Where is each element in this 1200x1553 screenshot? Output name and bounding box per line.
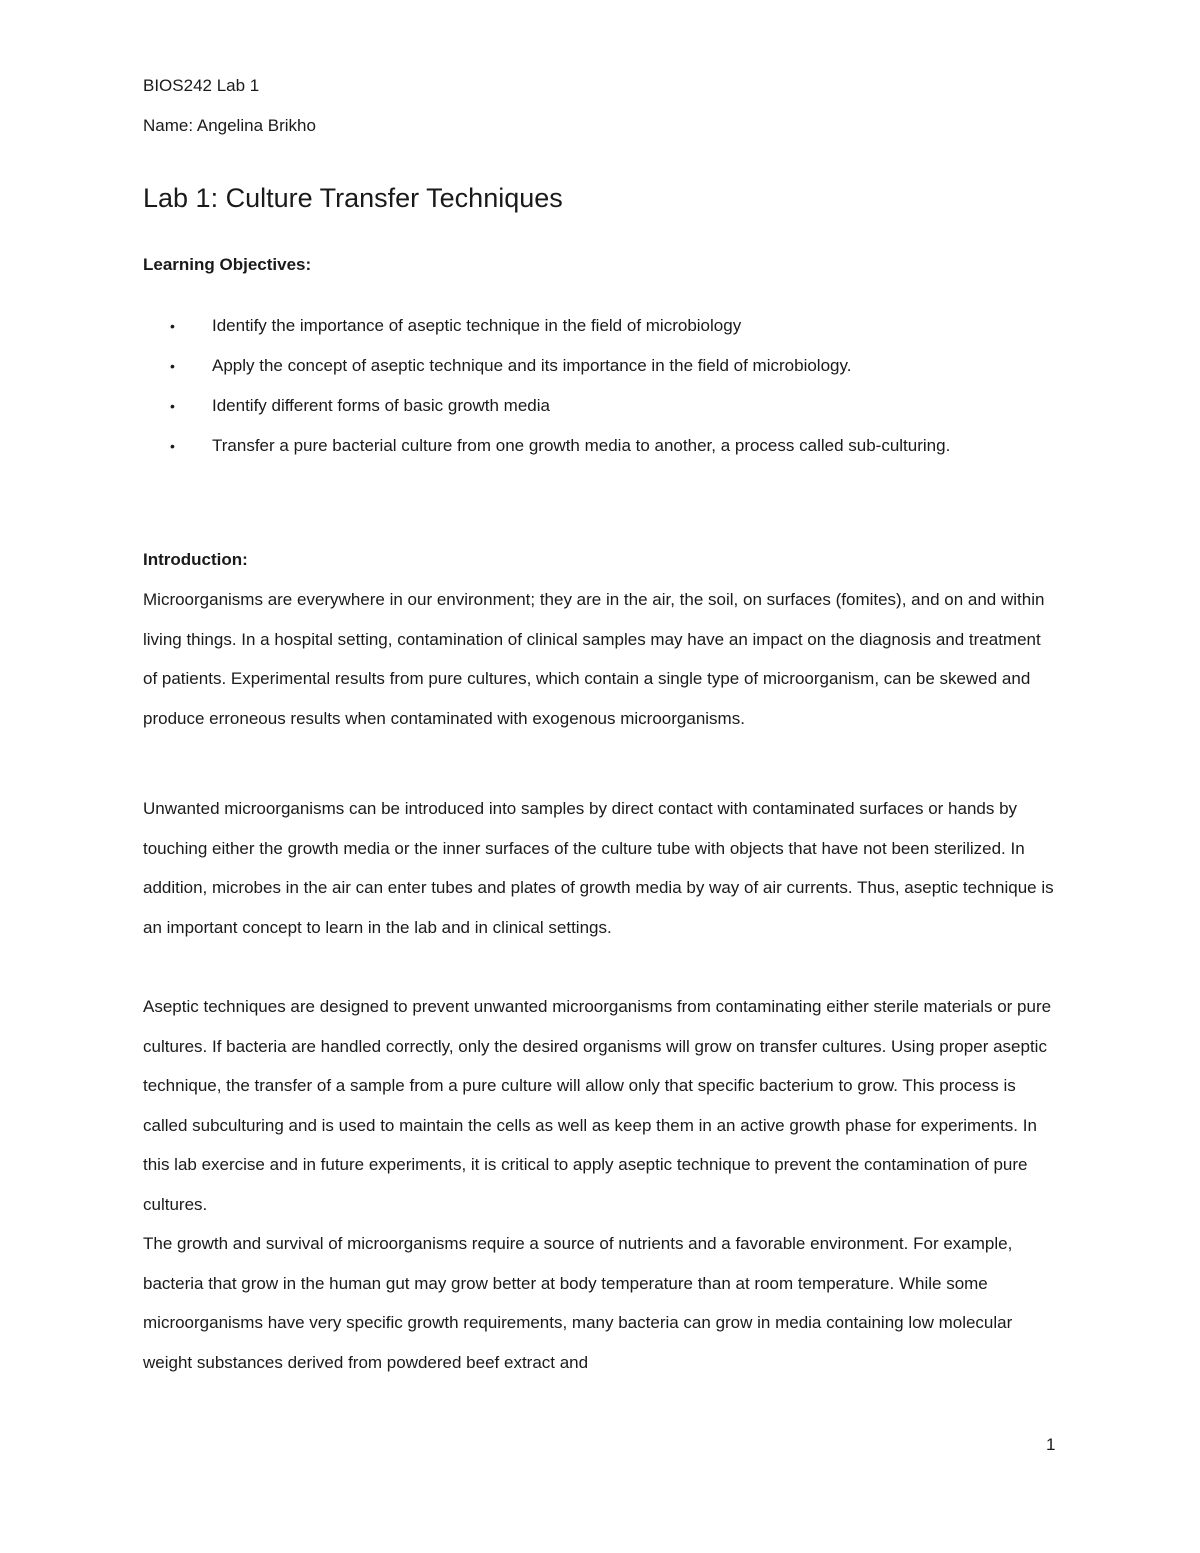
learning-objectives-heading: Learning Objectives: bbox=[143, 255, 312, 274]
bullet-icon: • bbox=[170, 318, 175, 334]
objective-text: Identify different forms of basic growth media bbox=[212, 396, 550, 415]
objective-text: Apply the concept of aseptic technique and its importance in the field of microbiology. bbox=[212, 356, 852, 375]
objective-text: Transfer a pure bacterial culture from one growth media to another, a process called sub-culturing. bbox=[212, 436, 951, 455]
page-number: 1 bbox=[1046, 1435, 1056, 1454]
document-title: Lab 1: Culture Transfer Techniques bbox=[143, 183, 563, 213]
student-name: Name: Angelina Brikho bbox=[143, 116, 316, 135]
intro-paragraph-2: Unwanted microorganisms can be introduced into samples by direct contact with contaminated surfaces or hands by touching either the growth media or the inner surfaces of the culture tube with objects that have not been sterilized. In addition, microbes in the air can enter tubes and plates of growth media by way of air currents. Thus, aseptic technique is an important concept to learn in the lab and in clinical settings. bbox=[143, 799, 1054, 937]
objective-item bbox=[170, 386, 1050, 426]
learning-objectives-list bbox=[170, 306, 1050, 466]
intro-paragraph-4: The growth and survival of microorganisms require a source of nutrients and a favorable environment. For example, bacteria that grow in the human gut may grow better at body temperature than at room temperature. While some microorganisms have very specific growth requirements, many bacteria can grow in media containing low molecular weight substances derived from powdered beef extract and bbox=[143, 1234, 1013, 1372]
intro-paragraph-3: Aseptic techniques are designed to prevent unwanted microorganisms from contaminating either sterile materials or pure cultures. If bacteria are handled correctly, only the desired organisms will grow on transfer cultures. Using proper aseptic technique, the transfer of a sample from a pure culture will allow only that specific bacterium to grow. This process is called subculturing and is used to maintain the cells as well as keep them in an active growth phase for experiments. In this lab exercise and in future experiments, it is critical to apply aseptic technique to prevent the contamination of pure cultures. bbox=[143, 997, 1052, 1214]
objective-item bbox=[170, 306, 1050, 346]
introduction-heading: Introduction: bbox=[143, 550, 248, 569]
bullet-icon: • bbox=[170, 438, 175, 454]
objective-text: Identify the importance of aseptic technique in the field of microbiology bbox=[212, 316, 742, 335]
objective-item bbox=[170, 346, 1050, 386]
bullet-icon: • bbox=[170, 358, 175, 374]
course-header: BIOS242 Lab 1 bbox=[143, 76, 260, 95]
objective-item bbox=[170, 426, 1050, 466]
bullet-icon: • bbox=[170, 398, 175, 414]
intro-paragraph-1: Microorganisms are everywhere in our environment; they are in the air, the soil, on surfaces (fomites), and on and within living things. In a hospital setting, contamination of clinical samples may have an impact on the diagnosis and treatment of patients. Experimental results from pure cultures, which contain a single type of microorganism, can be skewed and produce erroneous results when contaminated with exogenous microorganisms. bbox=[143, 590, 1045, 728]
